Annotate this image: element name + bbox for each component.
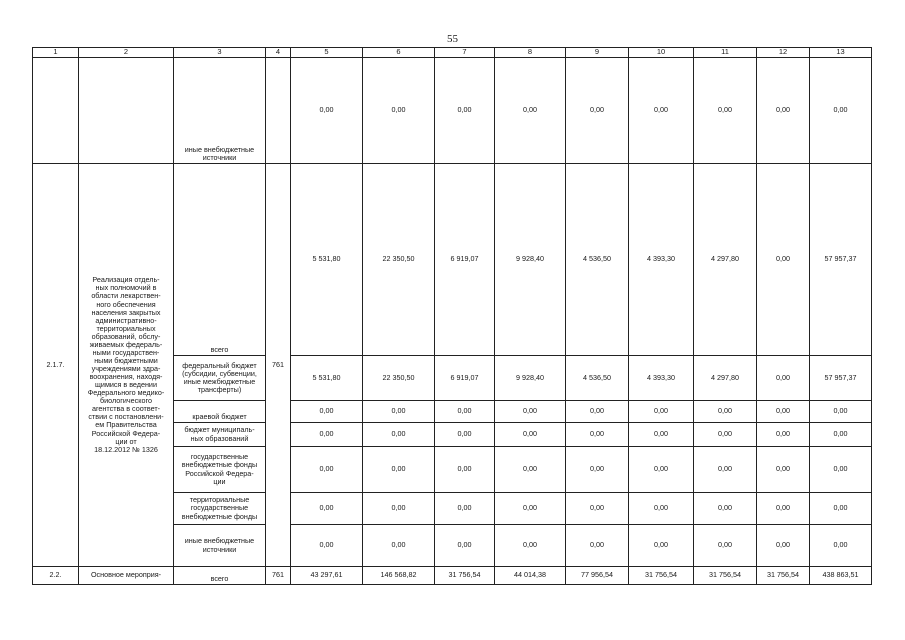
value-cell: 31 756,54	[629, 567, 694, 585]
value-cell: 57 957,37	[810, 164, 872, 356]
value-cell: 43 297,61	[291, 567, 363, 585]
value-cell: 0,00	[629, 58, 694, 164]
value-cell: 0,00	[363, 58, 435, 164]
funding-source-cell: государственные внебюджетные фонды Российской Федера- ции	[174, 447, 266, 493]
value-cell: 0,00	[291, 58, 363, 164]
item-description: Основное мероприя-	[79, 567, 174, 585]
value-cell: 0,00	[810, 423, 872, 447]
value-cell: 5 531,80	[291, 164, 363, 356]
column-number: 9	[566, 48, 629, 58]
page-number: 55	[447, 33, 458, 45]
grbs-cell	[266, 58, 291, 164]
column-number-row	[33, 48, 872, 58]
value-cell: 0,00	[363, 447, 435, 493]
column-number: 12	[757, 48, 810, 58]
column-number: 1	[33, 48, 79, 58]
value-cell: 0,00	[566, 447, 629, 493]
grbs-cell: 761	[266, 567, 291, 585]
value-cell: 0,00	[629, 423, 694, 447]
column-number: 3	[174, 48, 266, 58]
funding-source-cell: краевой бюджет	[174, 401, 266, 423]
value-cell: 0,00	[629, 525, 694, 567]
value-cell: 4 393,30	[629, 356, 694, 401]
value-cell: 0,00	[566, 525, 629, 567]
funding-source-cell: федеральный бюджет (субсидии, субвенции, иные межбюджетные трансферты)	[174, 356, 266, 401]
value-cell: 0,00	[435, 493, 495, 525]
description-cell	[79, 58, 174, 164]
value-cell: 0,00	[495, 525, 566, 567]
value-cell: 146 568,82	[363, 567, 435, 585]
value-cell: 0,00	[363, 423, 435, 447]
value-cell: 0,00	[363, 493, 435, 525]
table-row	[33, 164, 872, 356]
value-cell: 0,00	[694, 58, 757, 164]
value-cell: 9 928,40	[495, 164, 566, 356]
item-code: 2.1.7.	[33, 164, 79, 567]
value-cell: 22 350,50	[363, 164, 435, 356]
value-cell: 0,00	[757, 58, 810, 164]
value-cell: 0,00	[810, 525, 872, 567]
value-cell: 438 863,51	[810, 567, 872, 585]
value-cell: 0,00	[757, 356, 810, 401]
column-number: 4	[266, 48, 291, 58]
value-cell: 0,00	[566, 493, 629, 525]
value-cell: 0,00	[291, 447, 363, 493]
value-cell: 0,00	[291, 525, 363, 567]
column-number: 10	[629, 48, 694, 58]
value-cell: 31 756,54	[757, 567, 810, 585]
value-cell: 0,00	[291, 423, 363, 447]
value-cell: 0,00	[495, 447, 566, 493]
item-code: 2.2.	[33, 567, 79, 585]
funding-source-cell: иные внебюджетные источники	[174, 525, 266, 567]
funding-source-cell: иные внебюджетные источники	[174, 58, 266, 164]
value-cell: 0,00	[629, 401, 694, 423]
value-cell: 0,00	[810, 401, 872, 423]
column-number: 11	[694, 48, 757, 58]
budget-table	[32, 47, 872, 585]
value-cell: 0,00	[495, 423, 566, 447]
value-cell: 6 919,07	[435, 356, 495, 401]
value-cell: 9 928,40	[495, 356, 566, 401]
value-cell: 5 531,80	[291, 356, 363, 401]
value-cell: 0,00	[757, 423, 810, 447]
column-number: 6	[363, 48, 435, 58]
value-cell: 31 756,54	[435, 567, 495, 585]
value-cell: 0,00	[495, 58, 566, 164]
funding-source-cell: бюджет муниципаль- ных образований	[174, 423, 266, 447]
value-cell: 0,00	[435, 423, 495, 447]
value-cell: 31 756,54	[694, 567, 757, 585]
value-cell: 0,00	[291, 493, 363, 525]
value-cell: 4 297,80	[694, 164, 757, 356]
column-number: 8	[495, 48, 566, 58]
value-cell: 0,00	[757, 447, 810, 493]
value-cell: 0,00	[757, 164, 810, 356]
value-cell: 0,00	[694, 423, 757, 447]
value-cell: 57 957,37	[810, 356, 872, 401]
value-cell: 0,00	[566, 58, 629, 164]
value-cell: 4 297,80	[694, 356, 757, 401]
item-description: Реализация отдель- ных полномочий в области лекарствен- ного обеспечения населения закрытых административно- территориальных образований, обслу- живаемых федераль- ными государствен- ными бюджетными учреждениями здра- воохранения, находя- щимися в ведении Федерального медико- биологического агентства в соответ- ствии с постановлени- ем Правительства Российской Федера- ции от 18.12.2012 № 1326	[79, 164, 174, 567]
value-cell: 0,00	[495, 401, 566, 423]
funding-source-cell: всего	[174, 567, 266, 585]
value-cell: 4 393,30	[629, 164, 694, 356]
code-cell	[33, 58, 79, 164]
value-cell: 77 956,54	[566, 567, 629, 585]
value-cell: 0,00	[629, 493, 694, 525]
value-cell: 0,00	[694, 493, 757, 525]
value-cell: 0,00	[757, 401, 810, 423]
value-cell: 0,00	[757, 525, 810, 567]
value-cell: 0,00	[810, 447, 872, 493]
value-cell: 0,00	[435, 447, 495, 493]
value-cell: 0,00	[566, 423, 629, 447]
value-cell: 44 014,38	[495, 567, 566, 585]
value-cell: 4 536,50	[566, 164, 629, 356]
value-cell: 0,00	[694, 401, 757, 423]
value-cell: 0,00	[694, 525, 757, 567]
value-cell: 0,00	[810, 58, 872, 164]
value-cell: 0,00	[566, 401, 629, 423]
table-row	[33, 567, 872, 585]
value-cell: 0,00	[757, 493, 810, 525]
value-cell: 0,00	[629, 447, 694, 493]
value-cell: 0,00	[363, 525, 435, 567]
value-cell: 0,00	[435, 525, 495, 567]
value-cell: 0,00	[435, 58, 495, 164]
funding-source-cell: территориальные государственные внебюджетные фонды	[174, 493, 266, 525]
value-cell: 22 350,50	[363, 356, 435, 401]
value-cell: 0,00	[363, 401, 435, 423]
value-cell: 0,00	[810, 493, 872, 525]
value-cell: 4 536,50	[566, 356, 629, 401]
value-cell: 0,00	[694, 447, 757, 493]
column-number: 5	[291, 48, 363, 58]
value-cell: 0,00	[435, 401, 495, 423]
value-cell: 0,00	[495, 493, 566, 525]
table-row	[33, 58, 872, 164]
value-cell: 6 919,07	[435, 164, 495, 356]
column-number: 7	[435, 48, 495, 58]
value-cell: 0,00	[291, 401, 363, 423]
funding-source-cell: всего	[174, 164, 266, 356]
column-number: 13	[810, 48, 872, 58]
column-number: 2	[79, 48, 174, 58]
grbs-cell: 761	[266, 164, 291, 567]
